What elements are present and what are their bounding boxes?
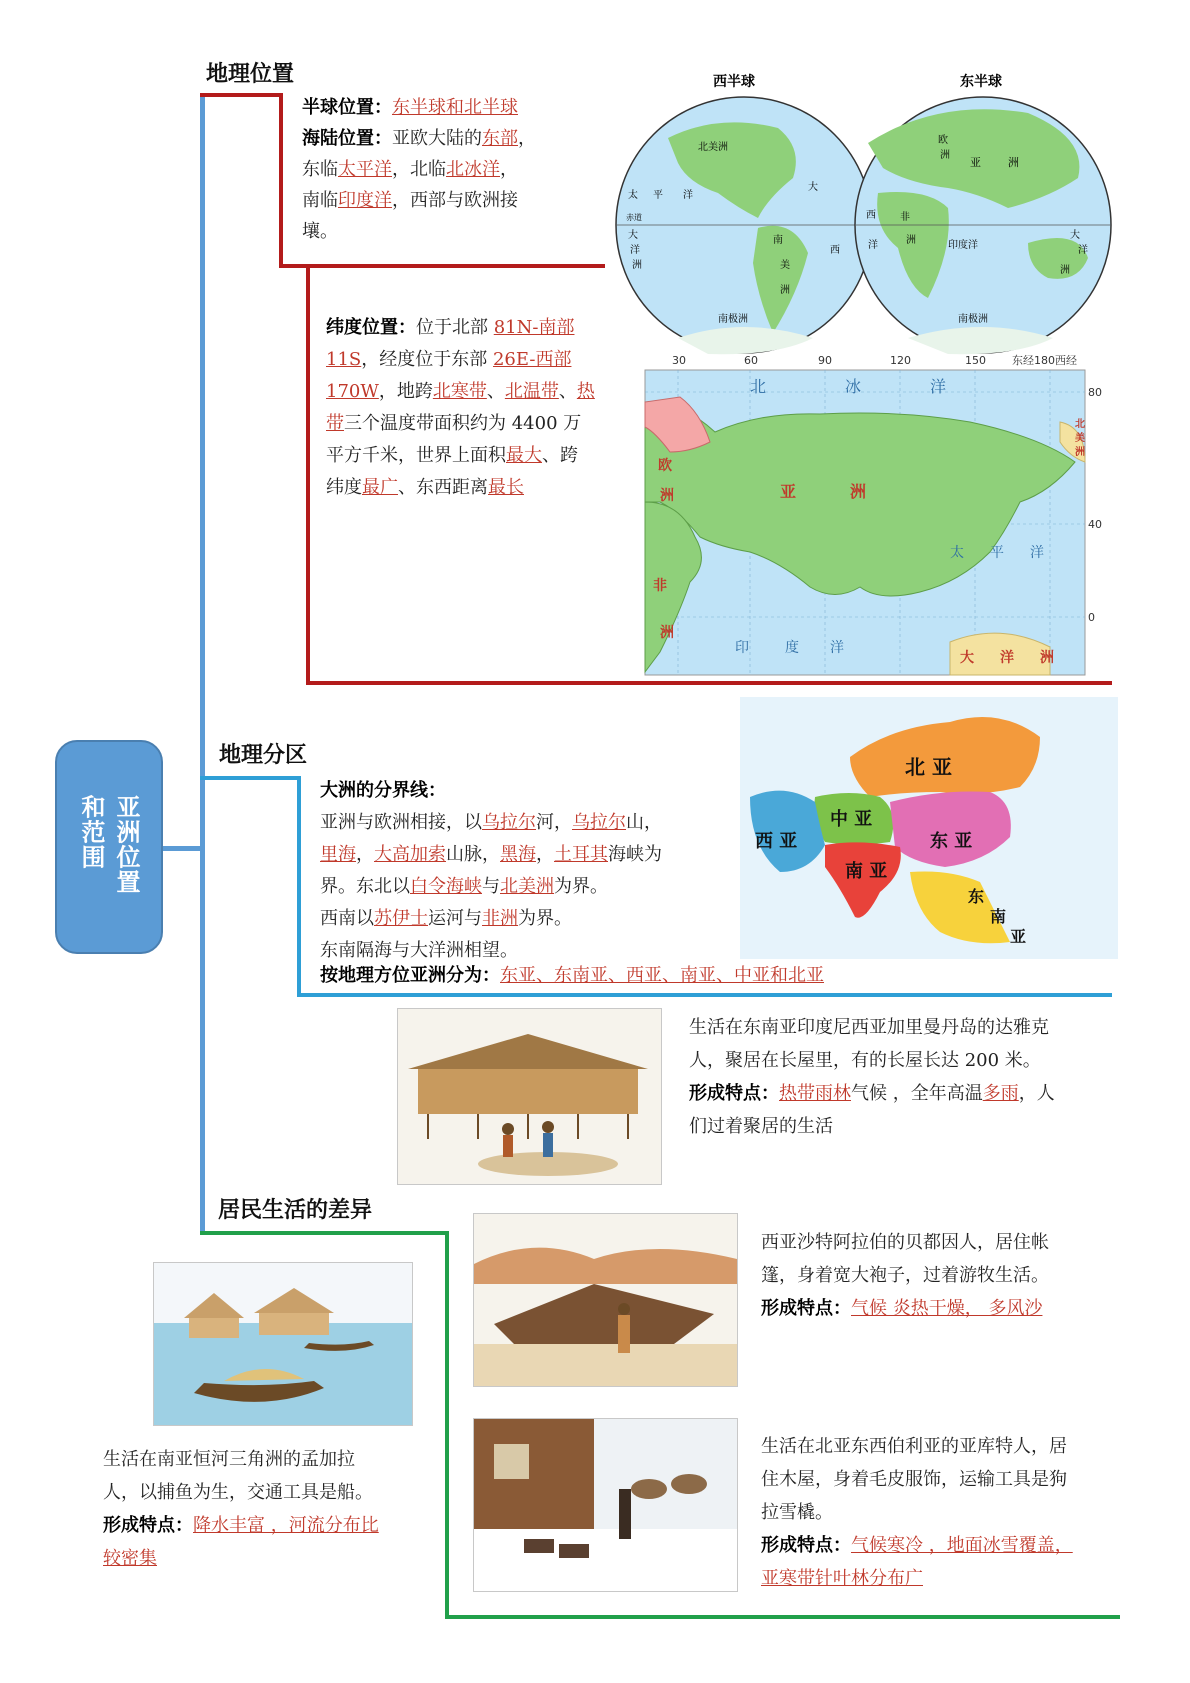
longhouse-picture <box>397 1008 662 1185</box>
north-asia-label: 北 亚 <box>905 755 952 779</box>
bengali-text: 生活在南亚恒河三角洲的孟加拉 人，以捕鱼为生，交通工具是船。 形成特点：降水丰富 ，河流分布比 较密集 <box>103 1449 379 1569</box>
latlon-position: 纬度位置：位于北部 81N-南部 11S，经度位于东部 26E-西部 170W，地跨北寒带、北温带、热 带三个温度带面积约为 4400 万 平方千米，世界上面积最大、跨 纬度最广、东西距离最长 <box>326 317 595 498</box>
svg-text:大: 大 <box>960 650 974 666</box>
svg-text:洲: 洲 <box>1008 156 1019 169</box>
svg-text:洲: 洲 <box>906 235 916 246</box>
regions-horizontal <box>297 993 1112 997</box>
yakut-picture <box>473 1418 738 1592</box>
svg-text:洲: 洲 <box>632 260 642 271</box>
svg-text:60: 60 <box>744 354 758 367</box>
regions-vertical <box>297 776 301 996</box>
svg-text:南: 南 <box>773 235 783 246</box>
svg-text:冰: 冰 <box>845 377 862 396</box>
svg-text:洋: 洋 <box>830 640 844 656</box>
region-map <box>740 697 1118 959</box>
east-asia-label: 东 亚 <box>930 831 973 852</box>
svg-text:美: 美 <box>1075 433 1085 444</box>
root-title: 亚洲位置和范围 <box>77 794 141 895</box>
svg-text:非: 非 <box>900 212 910 223</box>
svg-text:北: 北 <box>750 377 767 396</box>
svg-text:赤道: 赤道 <box>626 213 642 222</box>
svg-text:欧: 欧 <box>938 135 948 146</box>
svg-text:洲: 洲 <box>940 150 950 161</box>
svg-text:亚: 亚 <box>780 482 797 501</box>
svg-text:洋: 洋 <box>1000 650 1014 666</box>
svg-text:东经180西经: 东经180西经 <box>1012 354 1077 367</box>
svg-text:大: 大 <box>1070 230 1080 241</box>
root-node <box>55 740 163 954</box>
svg-text:40: 40 <box>1088 518 1102 531</box>
svg-text:北美洲: 北美洲 <box>698 142 728 153</box>
svg-text:北: 北 <box>1075 419 1085 430</box>
svg-text:太: 太 <box>628 190 638 201</box>
svg-text:洲: 洲 <box>1075 447 1085 458</box>
svg-text:0: 0 <box>1088 611 1095 624</box>
latlon-vertical <box>306 264 310 684</box>
boundary-text: 大洲的分界线： 亚洲与欧洲相接，以乌拉尔河，乌拉尔山， 里海，大高加索山脉，黑海，土耳其海峡为 界。东北以白令海峡与北美洲为界。 西南以苏伊士运河与非洲为界。 东南隔海与大洋洲相望。 <box>320 780 662 961</box>
asia-map <box>620 352 1110 677</box>
bedouin-picture <box>473 1213 738 1387</box>
svg-text:西: 西 <box>866 210 876 221</box>
svg-text:印度洋: 印度洋 <box>948 240 978 251</box>
svg-text:洋: 洋 <box>630 245 640 256</box>
svg-text:洲: 洲 <box>660 488 674 504</box>
east-hemisphere-title: 东半球 <box>960 74 1002 90</box>
svg-text:洲: 洲 <box>850 482 867 501</box>
geo-position-heading: 地理位置 <box>206 61 295 87</box>
svg-text:亚: 亚 <box>970 156 981 169</box>
south-asia-label: 南 亚 <box>845 861 888 882</box>
svg-text:洋: 洋 <box>1030 545 1044 561</box>
svg-text:平: 平 <box>990 545 1004 561</box>
central-asia-label: 中 亚 <box>830 809 873 830</box>
geo-position-underline <box>200 93 282 97</box>
geo-position-vertical <box>279 93 283 267</box>
geo-regions-heading: 地理分区 <box>219 742 308 768</box>
bengali-picture <box>153 1262 413 1426</box>
yakut-text: 生活在北亚东西伯利亚的亚库特人，居 住木屋，身着毛皮服饰，运输工具是狗 拉雪橇。 形成特点：气候寒冷 ，地面冰雪覆盖， 亚寒带针叶林分布广 <box>761 1436 1073 1589</box>
svg-text:亚: 亚 <box>1010 927 1027 946</box>
geo-position-horizontal <box>279 264 605 268</box>
svg-text:洲: 洲 <box>1040 650 1054 666</box>
svg-text:洋: 洋 <box>930 377 947 396</box>
svg-text:大: 大 <box>808 182 818 193</box>
trunk-line <box>200 95 205 1235</box>
dayak-text: 生活在东南亚印度尼西亚加里曼丹岛的达雅克 人，聚居在长屋里，有的长屋长达 200 米。 形成特点：热带雨林气候 ，全年高温多雨，人 们过着聚居的生活 <box>689 1017 1055 1137</box>
bedouin-text: 西亚沙特阿拉伯的贝都因人，居住帐 篷，身着宽大袍子，过着游牧生活。 形成特点：气候 炎热干燥， 多风沙 <box>761 1232 1049 1319</box>
svg-text:非: 非 <box>653 578 667 594</box>
svg-text:平: 平 <box>653 190 663 201</box>
svg-text:150: 150 <box>965 354 986 367</box>
west-hemisphere-title: 西半球 <box>713 74 755 90</box>
svg-text:洲: 洲 <box>1060 265 1070 276</box>
svg-text:南: 南 <box>990 907 1007 926</box>
svg-text:度: 度 <box>785 640 799 656</box>
svg-text:洲: 洲 <box>660 625 674 641</box>
svg-text:欧: 欧 <box>658 458 672 474</box>
residents-horizontal <box>445 1615 1120 1619</box>
svg-text:洲: 洲 <box>780 285 790 296</box>
svg-text:太: 太 <box>950 545 964 561</box>
svg-text:洋: 洋 <box>868 240 878 251</box>
root-connector <box>163 846 203 851</box>
svg-text:90: 90 <box>818 354 832 367</box>
west-asia-label: 西 亚 <box>755 831 798 852</box>
svg-text:洋: 洋 <box>1078 245 1088 256</box>
svg-text:东: 东 <box>968 887 985 906</box>
svg-text:西: 西 <box>830 245 840 256</box>
svg-text:洋: 洋 <box>683 190 693 201</box>
hemisphere-map <box>608 68 1118 358</box>
svg-text:印: 印 <box>735 640 749 656</box>
svg-text:南极洲: 南极洲 <box>958 314 988 325</box>
svg-text:120: 120 <box>890 354 911 367</box>
residents-underline <box>200 1231 448 1235</box>
svg-text:大: 大 <box>628 230 638 241</box>
residents-vertical <box>445 1231 449 1618</box>
svg-text:30: 30 <box>672 354 686 367</box>
hemisphere-position: 半球位置：东半球和北半球 海陆位置：亚欧大陆的东部， 东临太平洋，北临北冰洋， 南临印度洋，西部与欧洲接 壤。 <box>302 97 536 242</box>
residents-heading: 居民生活的差异 <box>218 1197 373 1223</box>
svg-text:美: 美 <box>780 260 790 271</box>
regions-underline <box>200 776 300 780</box>
east-asia-region <box>890 791 1011 867</box>
division-text: 按地理方位亚洲分为：东亚、东南亚、西亚、南亚、中亚和北亚 <box>320 965 824 986</box>
svg-text:南极洲: 南极洲 <box>718 314 748 325</box>
svg-text:80: 80 <box>1088 386 1102 399</box>
latlon-horizontal <box>306 681 1112 685</box>
